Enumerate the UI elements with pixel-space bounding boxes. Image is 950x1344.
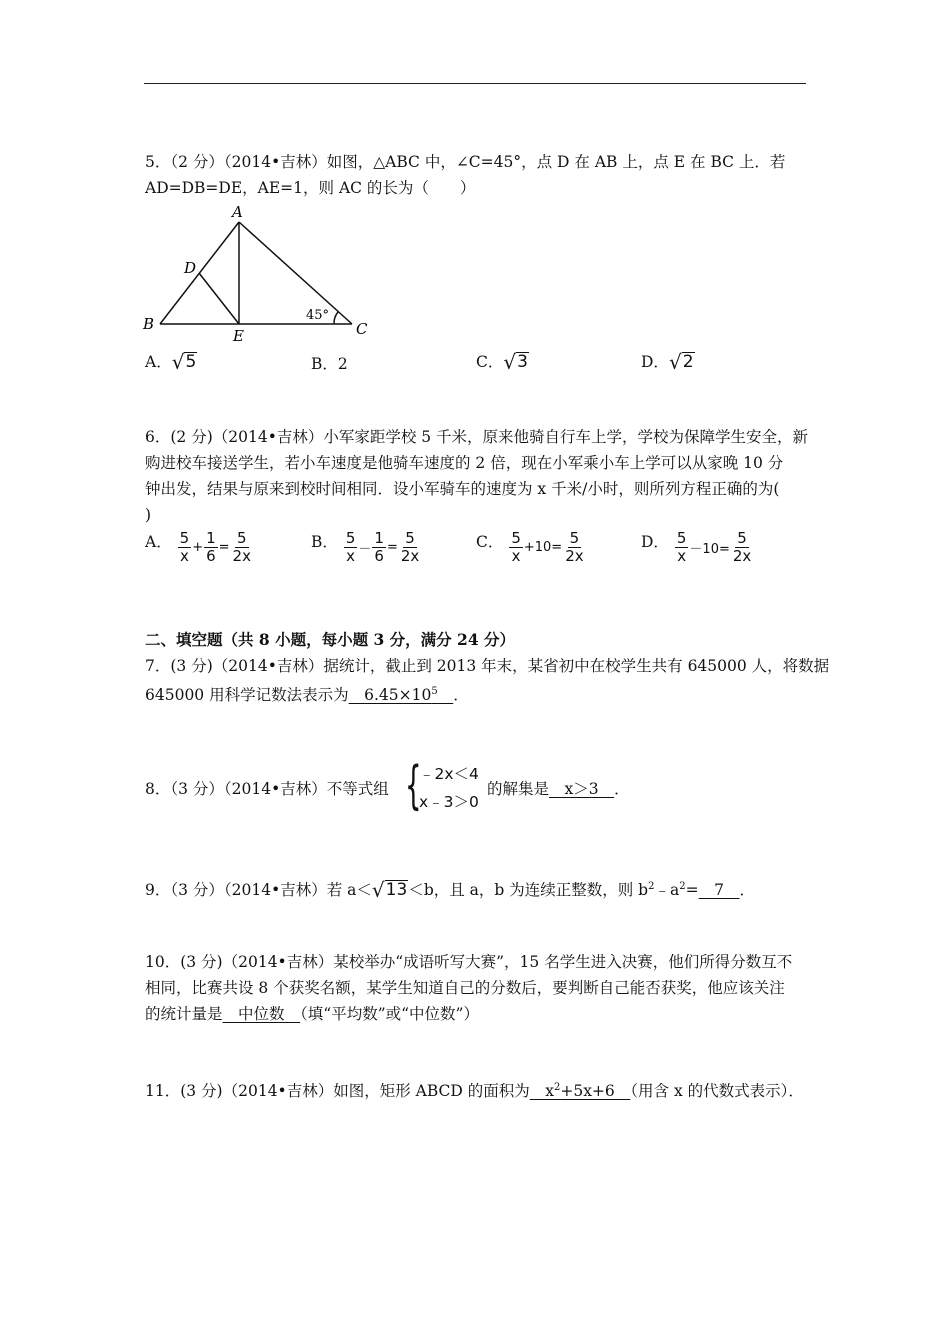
sqrt-symbol: √3 <box>503 350 528 374</box>
q6-option-a: A． $\frac{5}{x}$ + $\frac{1}{6}$ = $\frac{5}{2x}$ <box>145 529 251 565</box>
q6-text-line4: ) <box>145 506 152 524</box>
q6-option-c: C． $\frac{5}{x}$ +10= $\frac{5}{2x}$ <box>476 529 584 565</box>
sqrt-symbol: √2 <box>668 350 694 374</box>
label-D: D <box>184 259 197 277</box>
section-title: 二、填空题（共 8 小题，每小题 3 分，满分 24 分） <box>145 630 516 649</box>
q8-answer: x＞3 <box>549 780 615 798</box>
q11-text: 11．(3 分)（2014•吉林）如图，矩形 ABCD 的面积为 $x^2+5x+6$ （用含 x 的代数式表示）． <box>145 1082 804 1101</box>
q6-option-b: B． $\frac{5}{x}$ － $\frac{1}{6}$ = $\frac{5}{2x}$ <box>311 529 420 565</box>
q5-option-c: C．√3 <box>476 350 528 374</box>
angle-label: 45° <box>306 308 330 323</box>
q5-text-line1: 5．（2 分）（2014•吉林）如图，△ABC 中，∠C=45°，点 D 在 AB 上，点 E 在 BC 上．若 <box>145 153 786 171</box>
q11-answer: $x^2+5x+6$ <box>529 1082 631 1101</box>
q8-text-pre: 8．（3 分）（2014•吉林）不等式组 <box>145 780 389 798</box>
q8-text-post: 的解集是 x＞3 ． <box>487 780 630 798</box>
q8-inequality-2: x﹣3＞0 <box>419 793 479 811</box>
q5-triangle-figure <box>138 202 378 347</box>
q6-text-line2: 购进校车接送学生，若小车速度是他骑车速度的 2 倍，现在小军乘小车上学可以从家晚 10 分 <box>145 454 784 472</box>
q10-text-line3: 的统计量是 中位数 （填“平均数”或“中位数”） <box>145 1005 479 1023</box>
q7-text-line1: 7．(3 分)（2014•吉林）据统计，截止到 2013 年末，某省初中在校学生共有 645000 人，将数据 <box>145 657 830 675</box>
sqrt-symbol: √5 <box>171 350 197 374</box>
q9-text: 9．（3 分）（2014•吉林）若 a＜√13＜b，且 a，b 为连续正整数，则 $b^2﹣a^2=$ 7 ． <box>145 878 755 903</box>
q10-answer: 中位数 <box>222 1005 301 1023</box>
label-A: A <box>232 203 243 221</box>
label-E: E <box>233 327 244 345</box>
header-rule <box>144 83 806 84</box>
q8-inequality-system <box>405 756 495 816</box>
q5-text-line2: AD=DB=DE，AE=1，则 AC 的长为（ ） <box>145 179 476 197</box>
segment-DE <box>199 273 239 324</box>
q5-option-b: B．2 <box>311 355 348 373</box>
brace-icon: { <box>405 756 422 816</box>
label-B: B <box>143 315 155 333</box>
q10-text-line1: 10．(3 分)（2014•吉林）某校举办“成语听写大赛”，15 名学生进入决赛，他们所得分数互不 <box>145 953 793 971</box>
sqrt-symbol: √13 <box>371 878 408 903</box>
q5-option-a: A．√5 <box>145 350 197 374</box>
q6-text-line1: 6．(2 分)（2014•吉林）小军家距学校 5 千米，原来他骑自行车上学，学校为保障学生安全，新 <box>145 428 809 446</box>
q5-option-d: D．√2 <box>641 350 694 374</box>
segment-AC <box>239 222 352 324</box>
q9-answer: 7 <box>698 881 740 900</box>
q7-answer: $6.45\times 10^5$ <box>348 686 438 705</box>
q7-text-line2: 645000 用科学记数法表示为 $6.45\times 10^5$ ． <box>145 686 469 705</box>
label-C: C <box>356 320 368 338</box>
q6-text-line3: 钟出发，结果与原来到校时间相同．设小军骑车的速度为 x 千米/小时，则所列方程正确的为( <box>145 480 780 498</box>
q10-text-line2: 相同，比赛共设 8 个获奖名额，某学生知道自己的分数后，要判断自己能否获奖，他应该关注 <box>145 979 785 997</box>
angle-arc-C <box>334 312 338 324</box>
q8-inequality-1: ﹣2x＜4 <box>419 765 479 783</box>
q6-option-d: D． $\frac{5}{x}$ －10= $\frac{5}{2x}$ <box>641 529 752 565</box>
